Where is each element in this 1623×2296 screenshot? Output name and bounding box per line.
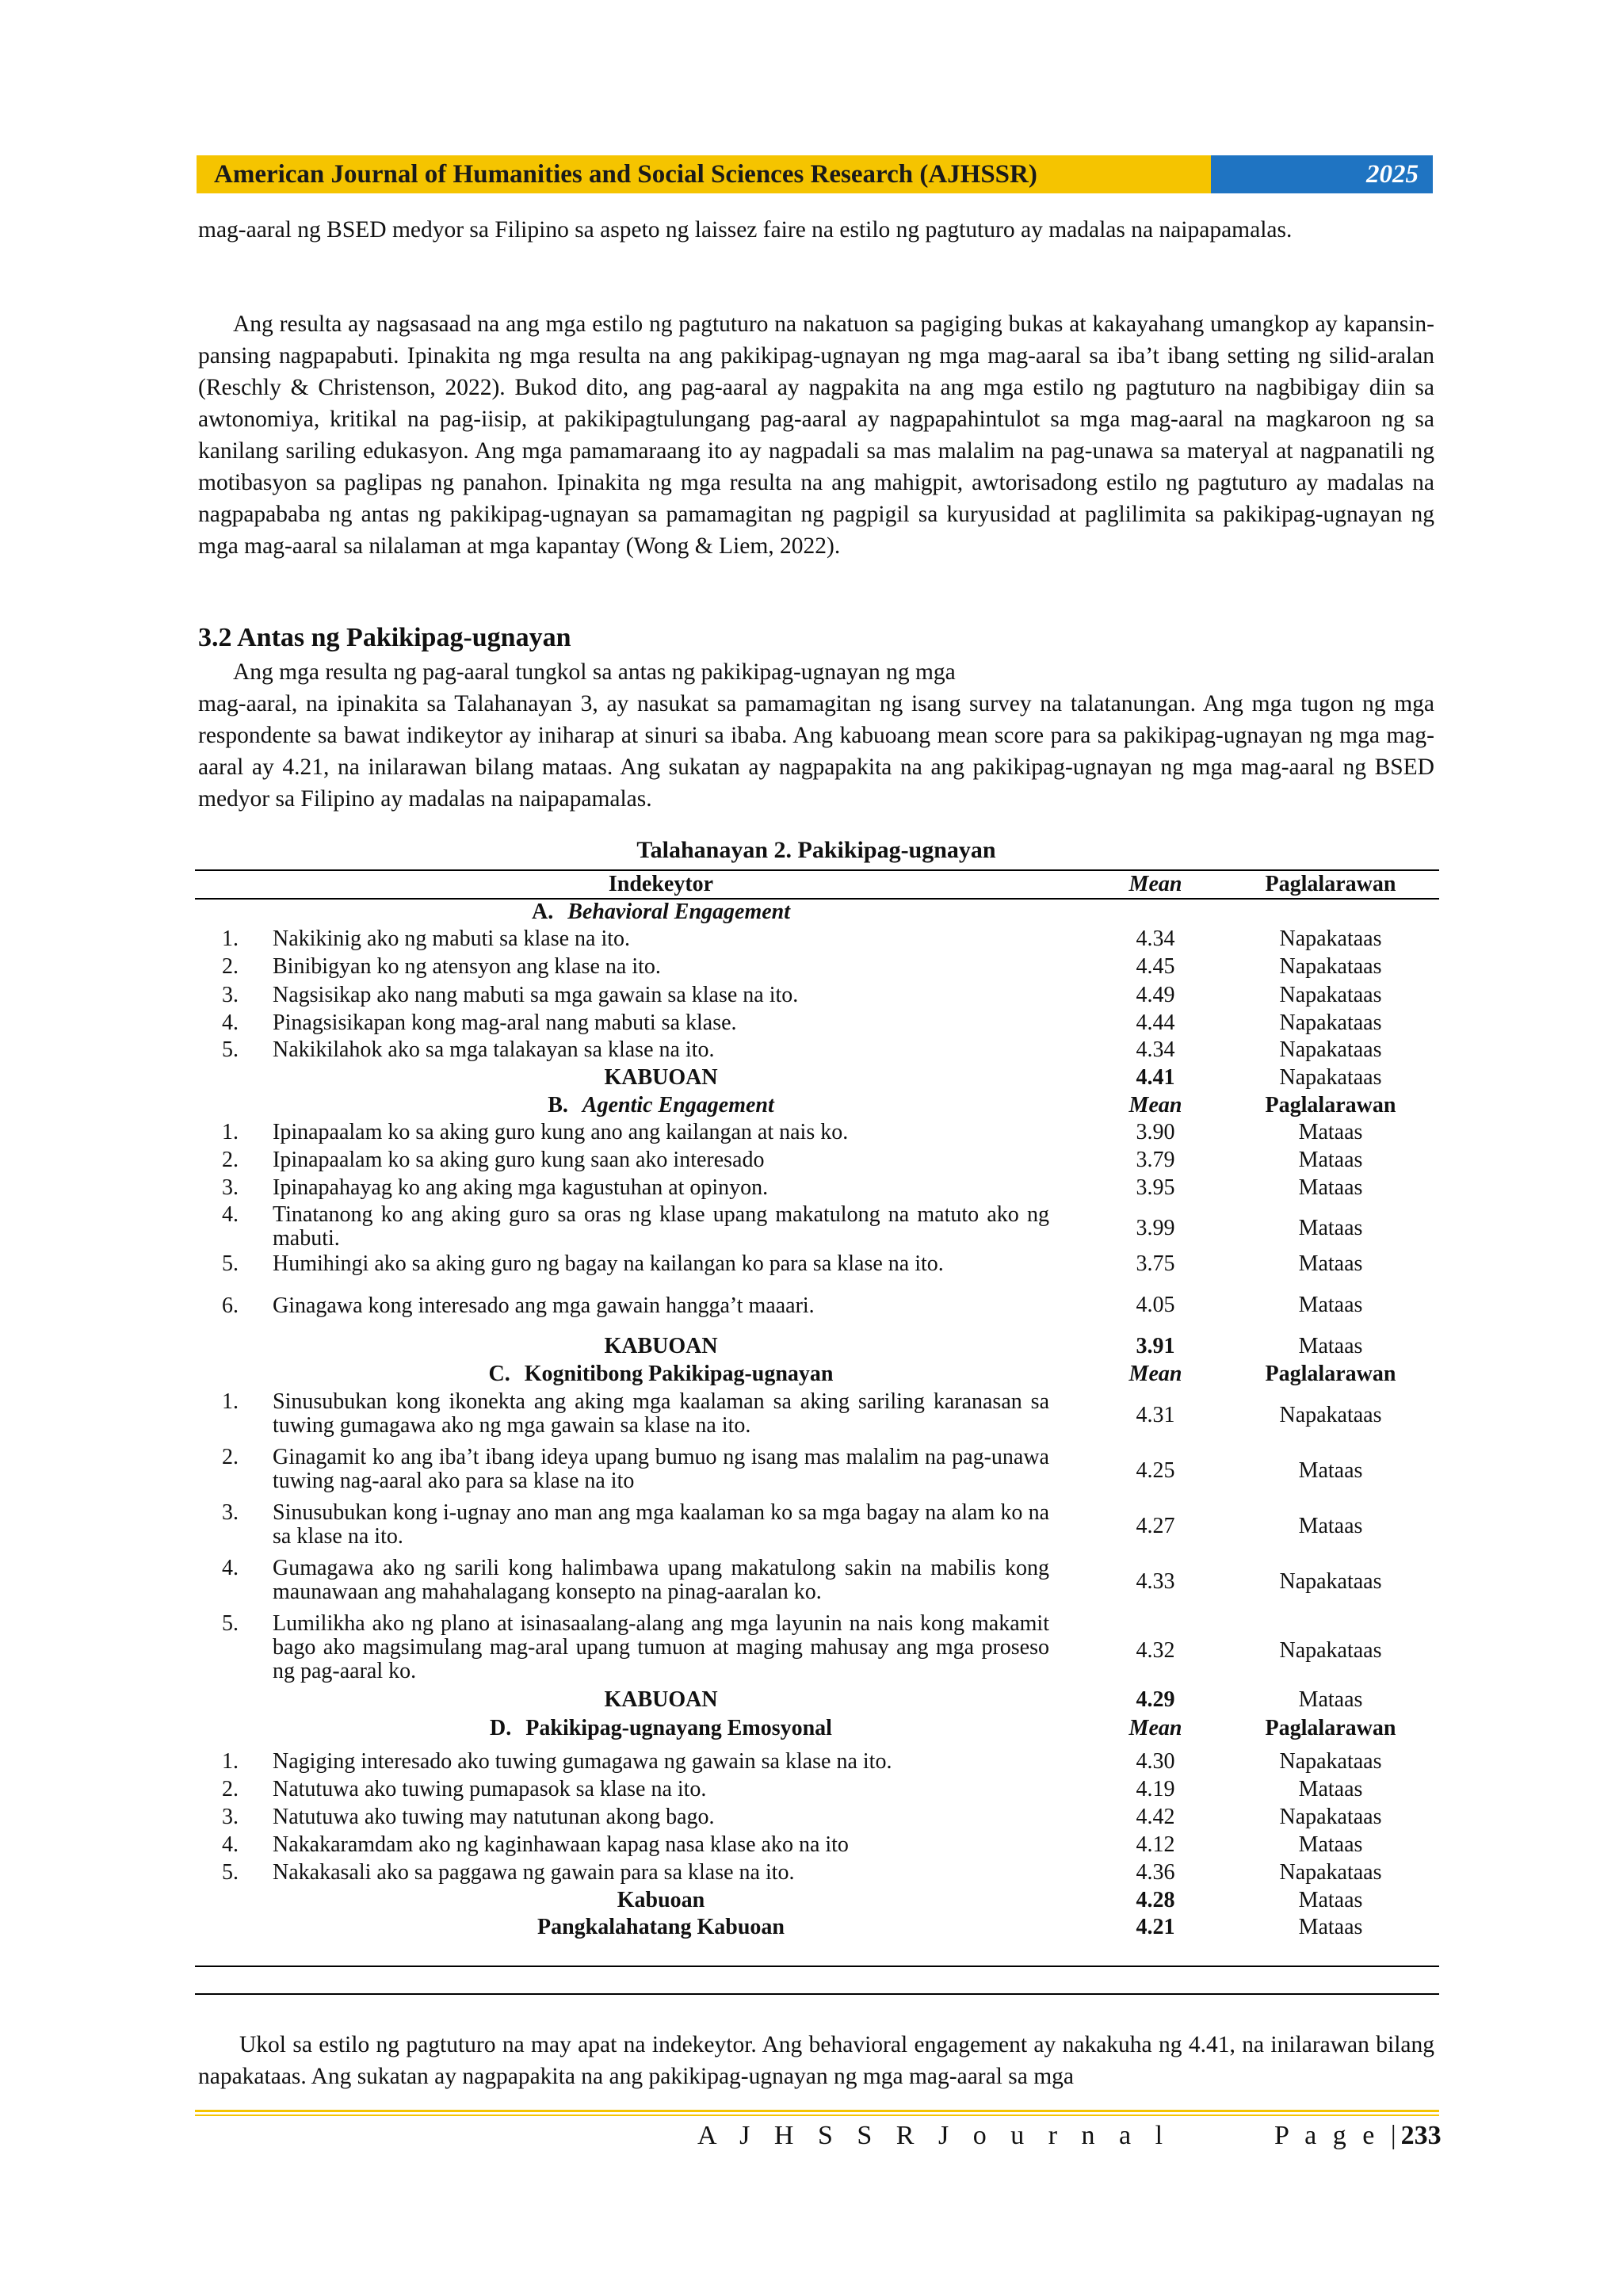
total-label: KABUOAN [604,1334,718,1358]
total-description: Mataas [1298,1334,1363,1358]
section-title [273,1717,1049,1740]
row-number: 1. [222,1749,239,1774]
row-mean: 4.05 [1136,1293,1175,1317]
total-description: Mataas [1298,1687,1363,1712]
row-indicator: Binibigyan ko ng atensyon ang klase na ito. [273,954,661,979]
section-desc-header: Paglalarawan [1265,1093,1396,1117]
total-description: Mataas [1298,1888,1363,1912]
section-desc-header: Paglalarawan [1265,1362,1396,1386]
row-number: 2. [222,1148,239,1172]
row-number: 4. [222,1202,239,1227]
section-title [273,900,1049,924]
row-mean: 4.31 [1136,1403,1175,1427]
section-heading: 3.2 Antas ng Pakikipag-ugnayan [198,623,571,652]
row-indicator: Nakikinig ako ng mabuti sa klase na ito. [273,926,631,951]
row-mean: 4.36 [1136,1860,1175,1885]
row-description: Mataas [1298,1832,1363,1857]
row-mean: 4.30 [1136,1749,1175,1774]
row-number: 5. [222,1037,239,1062]
row-indicator: Ginagawa kong interesado ang mga gawain hangga’t maaari. [273,1293,815,1318]
row-indicator: Tinatanong ko ang aking guro sa oras ng klase upang makatulong na matuto ako ng mabuti. [273,1202,1049,1251]
row-description: Mataas [1298,1148,1363,1172]
row-mean: 3.99 [1136,1216,1175,1240]
row-indicator: Pinagsisikapan kong mag-aral nang mabuti sa klase. [273,1010,737,1035]
row-number: 2. [222,1445,239,1469]
total-label: KABUOAN [604,1065,718,1090]
row-mean: 4.34 [1136,926,1175,951]
header-indicator: Indekeytor [608,872,714,896]
row-mean: 4.34 [1136,1037,1175,1062]
row-mean: 4.12 [1136,1832,1175,1857]
row-indicator: Ipinapaalam ko sa aking guro kung saan ako interesado [273,1148,765,1172]
total-label: Kabuoan [617,1888,705,1912]
row-number: 4. [222,1832,239,1857]
section-title [273,1362,1049,1386]
section-title [273,1094,1049,1117]
row-description: Napakataas [1279,1010,1382,1035]
section-letter: A. [531,900,554,924]
row-mean: 4.32 [1136,1638,1175,1663]
row-description: Napakataas [1279,1749,1382,1774]
footer-journal: A J H S S R J o u r n a l [697,2121,1172,2150]
row-mean: 3.90 [1136,1120,1175,1144]
row-description: Napakataas [1279,1638,1382,1663]
row-indicator: Natutuwa ako tuwing may natutunan akong bago. [273,1805,715,1829]
paragraph-4: Ukol sa estilo ng pagtuturo na may apat na indekeytor. Ang behavioral engagement ay nakakuha ng 4.41, na inilarawan bilang napakataas. Ang sukatan ay nagpapakita na ang pakikipag-ugnayan ng mga mag-aaral sa mga [198,2032,1434,2089]
row-indicator: Sinusubukan kong i-ugnay ano man ang mga kaalaman ko sa mga bagay na alam ko na sa klase na ito. [273,1500,1049,1549]
row-mean: 4.44 [1136,1010,1175,1035]
row-mean: 3.95 [1136,1175,1175,1200]
row-description: Mataas [1298,1293,1363,1317]
row-number: 6. [222,1293,239,1318]
row-indicator: Humihingi ako sa aking guro ng bagay na kailangan ko para sa klase na ito. [273,1251,944,1276]
section-name: Pakikipag-ugnayang Emosyonal [525,1716,832,1740]
paragraph-1: mag-aaral ng BSED medyor sa Filipino sa aspeto ng laissez faire na estilo ng pagtuturo ay madalas na naipapamalas. [198,217,1293,243]
section-mean-header: Mean [1128,1093,1182,1117]
row-number: 4. [222,1556,239,1580]
row-number: 2. [222,1777,239,1801]
row-description: Mataas [1298,1216,1363,1240]
row-mean: 4.19 [1136,1777,1175,1801]
grand-total-label: Pangkalahatang Kabuoan [537,1915,785,1939]
row-indicator: Lumilikha ako ng plano at isinasaalang-alang ang mga layunin na nais kong makamit bago ako magsimulang mag-aral upang tumuon at maging mahusay ang mga proseso ng pag-aaral ko. [273,1611,1049,1683]
row-description: Mataas [1298,1458,1363,1483]
row-mean: 3.75 [1136,1251,1175,1276]
total-mean: 4.29 [1136,1687,1175,1712]
journal-year: 2025 [1211,155,1433,193]
journal-title: American Journal of Humanities and Social Sciences Research (AJHSSR) [197,155,1211,193]
row-indicator: Ginagamit ko ang iba’t ibang ideya upang bumuo ng isang mas malalim na pag-unawa tuwing nag-aaral ako para sa klase na ito [273,1445,1049,1493]
row-number: 1. [222,1389,239,1414]
total-label: KABUOAN [604,1687,718,1712]
row-description: Napakataas [1279,926,1382,951]
row-description: Mataas [1298,1514,1363,1538]
row-description: Napakataas [1279,983,1382,1007]
paragraph-2: Ang resulta ay nagsasaad na ang mga estilo ng pagtuturo na nakatuon sa pagiging bukas at kakayahang umangkop ay kapansin-pansing nagpapabuti. Ipinakita ng mga resulta na ang pakikipag-ugnayan ng mga mag-aaral sa iba’t ibang setting ng silid-aralan (Reschly & Christenson, 2022). Bukod dito, ang pag-aaral ay nagpakita na ang mga estilo ng pagtuturo na nagbibigay diin sa awtonomiya, kritikal na pag-iisip, at pakikipagtulungang pag-aaral ay nagpapahintulot sa mga mag-aaral na magkaroon ng sa kanilang sariling edukasyon. Ang mga pamamaraang ito ay nagpadali sa mas malalim na pag-unawa sa materyal at nagpanatili ng motibasyon sa paglipas ng panahon. Ipinakita ng mga resulta na ang mahigpit, awtorisadong estilo ng pagtuturo ay madalas na nagpapababa ng antas ng pakikipag-ugnayan sa pamamagitan ng pagpigil sa kuryusidad at paglilimita sa pakikipag-ugnayan ng mga mag-aaral sa nilalaman at mga kapantay (Wong & Liem, 2022). [198,311,1434,559]
row-description: Napakataas [1279,1569,1382,1594]
row-indicator: Ipinapahayag ko ang aking mga kagustuhan at opinyon. [273,1175,769,1200]
footer-page [1274,2121,1442,2151]
row-indicator: Nagsisikap ako nang mabuti sa mga gawain sa klase na ito. [273,983,799,1007]
total-mean: 4.41 [1136,1065,1175,1090]
section-mean-header: Mean [1128,1362,1182,1386]
total-mean: 3.91 [1136,1334,1175,1358]
table-rule-total [195,1966,1439,1967]
row-indicator: Nagiging interesado ako tuwing gumagawa ng gawain sa klase na ito. [273,1749,892,1774]
row-description: Mataas [1298,1175,1363,1200]
row-number: 3. [222,1175,239,1200]
total-description: Napakataas [1279,1065,1382,1090]
table-caption: Talahanayan 2. Pakikipag-ugnayan [636,837,996,863]
grand-total-description: Mataas [1298,1915,1363,1939]
header-description: Paglalarawan [1265,872,1396,896]
row-mean: 4.45 [1136,954,1175,979]
section-letter: B. [548,1093,568,1117]
footer-page-label: P a g e | [1274,2121,1401,2150]
section-name: Behavioral Engagement [567,900,791,924]
row-number: 5. [222,1251,239,1276]
row-indicator: Natutuwa ako tuwing pumapasok sa klase na ito. [273,1777,707,1801]
section-letter: C. [488,1362,510,1386]
row-description: Mataas [1298,1120,1363,1144]
section-mean-header: Mean [1128,1716,1182,1740]
row-description: Napakataas [1279,1805,1382,1829]
row-number: 3. [222,1500,239,1525]
row-description: Mataas [1298,1251,1363,1276]
row-indicator: Sinusubukan kong ikonekta ang aking mga kaalaman sa aking sariling karanasan sa tuwing gumagawa ako ng mga gawain sa klase na ito. [273,1389,1049,1438]
row-description: Napakataas [1279,1860,1382,1885]
grand-total-mean: 4.21 [1136,1915,1175,1939]
footer-rule [195,2110,1439,2112]
row-mean: 4.42 [1136,1805,1175,1829]
row-number: 3. [222,1805,239,1829]
row-mean: 4.33 [1136,1569,1175,1594]
row-mean: 3.79 [1136,1148,1175,1172]
table-rule-top [195,869,1439,871]
journal-header [197,155,1433,193]
table-rule-bottom [195,1993,1439,1995]
row-number: 5. [222,1611,239,1636]
row-mean: 4.27 [1136,1514,1175,1538]
row-description: Napakataas [1279,954,1382,979]
header-mean: Mean [1128,872,1182,896]
footer-rule-thin [195,2115,1439,2116]
row-description: Mataas [1298,1777,1363,1801]
row-description: Napakataas [1279,1037,1382,1062]
row-indicator: Nakakaramdam ako ng kaginhawaan kapag nasa klase ako na ito [273,1832,849,1857]
row-indicator: Nakikilahok ako sa mga talakayan sa klase na ito. [273,1037,715,1062]
row-number: 3. [222,983,239,1007]
paragraph-3-rest: mag-aaral, na ipinakita sa Talahanayan 3, ay nasukat sa pamamagitan ng isang survey na talatanungan. Ang mga tugon ng mga respondente sa bawat indikeytor ay iniharap at sinuri sa ibaba. Ang kabuoang mean score para sa pakikipag-ugnayan ng mga mag-aaral ay 4.21, na inilarawan bilang mataas. Ang sukatan ay nagpapakita na ang pakikipag-ugnayan ng mga mag-aaral ng BSED medyor sa Filipino ay madalas na naipapamalas. [198,691,1434,812]
paragraph-3 [198,656,1434,815]
paragraph-3-lead: Ang mga resulta ng pag-aaral tungkol sa antas ng pakikipag-ugnayan ng mga [233,659,956,685]
total-mean: 4.28 [1136,1888,1175,1912]
row-mean: 4.25 [1136,1458,1175,1483]
row-number: 2. [222,954,239,979]
section-name: Kognitibong Pakikipag-ugnayan [524,1362,834,1386]
row-description: Napakataas [1279,1403,1382,1427]
row-indicator: Gumagawa ako ng sarili kong halimbawa upang makatulong sakin na mabilis kong maunawaan ang mahahalagang konsepto na pinag-aaralan ko. [273,1556,1049,1604]
row-number: 1. [222,1120,239,1144]
row-number: 4. [222,1010,239,1035]
table-rule-header [195,898,1439,900]
row-number: 5. [222,1860,239,1885]
row-mean: 4.49 [1136,983,1175,1007]
row-indicator: Nakakasali ako sa paggawa ng gawain para sa klase na ito. [273,1860,795,1885]
row-indicator: Ipinapaalam ko sa aking guro kung ano ang kailangan at nais ko. [273,1120,849,1144]
section-name: Agentic Engagement [582,1093,774,1117]
section-letter: D. [490,1716,512,1740]
footer-page-number: 233 [1400,2121,1442,2150]
row-number: 1. [222,926,239,951]
section-desc-header: Paglalarawan [1265,1716,1396,1740]
